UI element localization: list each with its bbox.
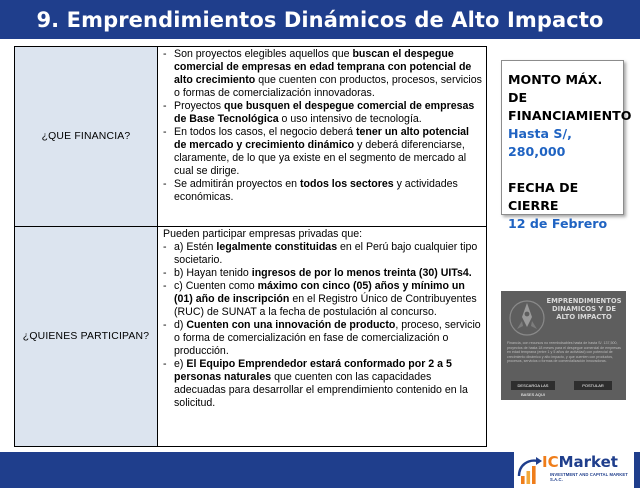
table-row: [15, 227, 487, 447]
list-item: - Proyectos que busquen el despegue comercial de empresas de Base Tecnológica o uso intensivo de tecnología.: [163, 100, 482, 126]
row-label-que-financia: ¿QUE FINANCIA?: [15, 47, 158, 227]
row-label-quienes-participan: ¿QUIENES PARTICIPAN?: [15, 227, 158, 447]
promo-image: [501, 291, 626, 400]
list-item: - Se admitirán proyectos en todos los sectores y actividades económicas.: [163, 178, 482, 204]
list-item: - c) Cuenten como máximo con cinco (05) años y mínimo un (01) año de inscripción en el Registro Único de Contribuyentes (RUC) de SUNAT a la fecha de postulación al concurso.: [163, 280, 482, 319]
list-item: - a) Estén legalmente constituidas en el Perú bajo cualquier tipo societario.: [163, 241, 482, 267]
list-item: - e) El Equipo Emprendedor estará conformado por 2 a 5 personas naturales que cuenten con las capacidades adecuadas para desarrollar el emprendimiento contenido en la solicitud.: [163, 358, 482, 410]
table-row: [15, 47, 487, 227]
list-item: - b) Hayan tenido ingresos de por lo menos treinta (30) UITs4.: [163, 267, 482, 280]
bullet-list: [163, 241, 482, 410]
company-logo: [514, 452, 634, 488]
list-item: - Son proyectos elegibles aquellos que buscan el despegue comercial de empresas en edad temprana con potencial de alto crecimiento que cuenten con productos, procesos, servicios o formas de comercialización innovadoras.: [163, 48, 482, 100]
promo-title: EMPRENDIMIENTOS DINAMICOS Y DE ALTO IMPACTO: [546, 297, 622, 321]
page-title: 9. Emprendimientos Dinámicos de Alto Impacto: [36, 7, 604, 32]
summary-box: [501, 60, 632, 231]
apply-button[interactable]: POSTULAR: [574, 381, 612, 390]
download-bases-button[interactable]: DESCARGA LAS BASES AQUI: [511, 381, 555, 390]
max-funding-value: Hasta S/, 280,000: [508, 126, 572, 159]
logo-tagline: INVESTMENT AND CAPITAL MARKET S.A.C.: [550, 472, 628, 483]
row-content-quienes-participan: [158, 227, 487, 447]
rocket-icon: [507, 297, 547, 339]
closing-date-label: FECHA DE CIERRE: [508, 180, 579, 213]
row-content-que-financia: [158, 47, 487, 227]
growth-chart-icon: [516, 454, 544, 486]
logo-wordmark: ICMarket: [542, 453, 618, 471]
max-funding-label: MONTO MÁX. DE FINANCIAMIENTO: [508, 72, 632, 123]
info-table: [14, 46, 487, 447]
participants-intro: Pueden participar empresas privadas que:: [163, 228, 363, 240]
bullet-list: [163, 48, 482, 204]
promo-description: Financia, con recursos no reembolsables hasta de hasta S/. 137,500, proyectos de hasta 18 meses para el despegue comercial de empresas en edad temprana (entre 1 y 5 años de actividad) con potencial de crecimiento dinámico y alto impacto, y que cuenten con productos, procesos, servicios o formas de comercialización innovadoras.: [507, 341, 621, 364]
footer-bar: [0, 452, 640, 488]
list-item: - d) Cuenten con una innovación de producto, proceso, servicio o forma de comercialización en fase de comercialización o producción.: [163, 319, 482, 358]
closing-date-value: 12 de Febrero: [508, 216, 608, 231]
title-banner: [0, 0, 640, 39]
list-item: - En todos los casos, el negocio deberá tener un alto potencial de mercado y crecimiento dinámico y deberá diferenciarse, claramente, de lo que ya existe en el segmento de mercado al cual se dirige.: [163, 126, 482, 178]
